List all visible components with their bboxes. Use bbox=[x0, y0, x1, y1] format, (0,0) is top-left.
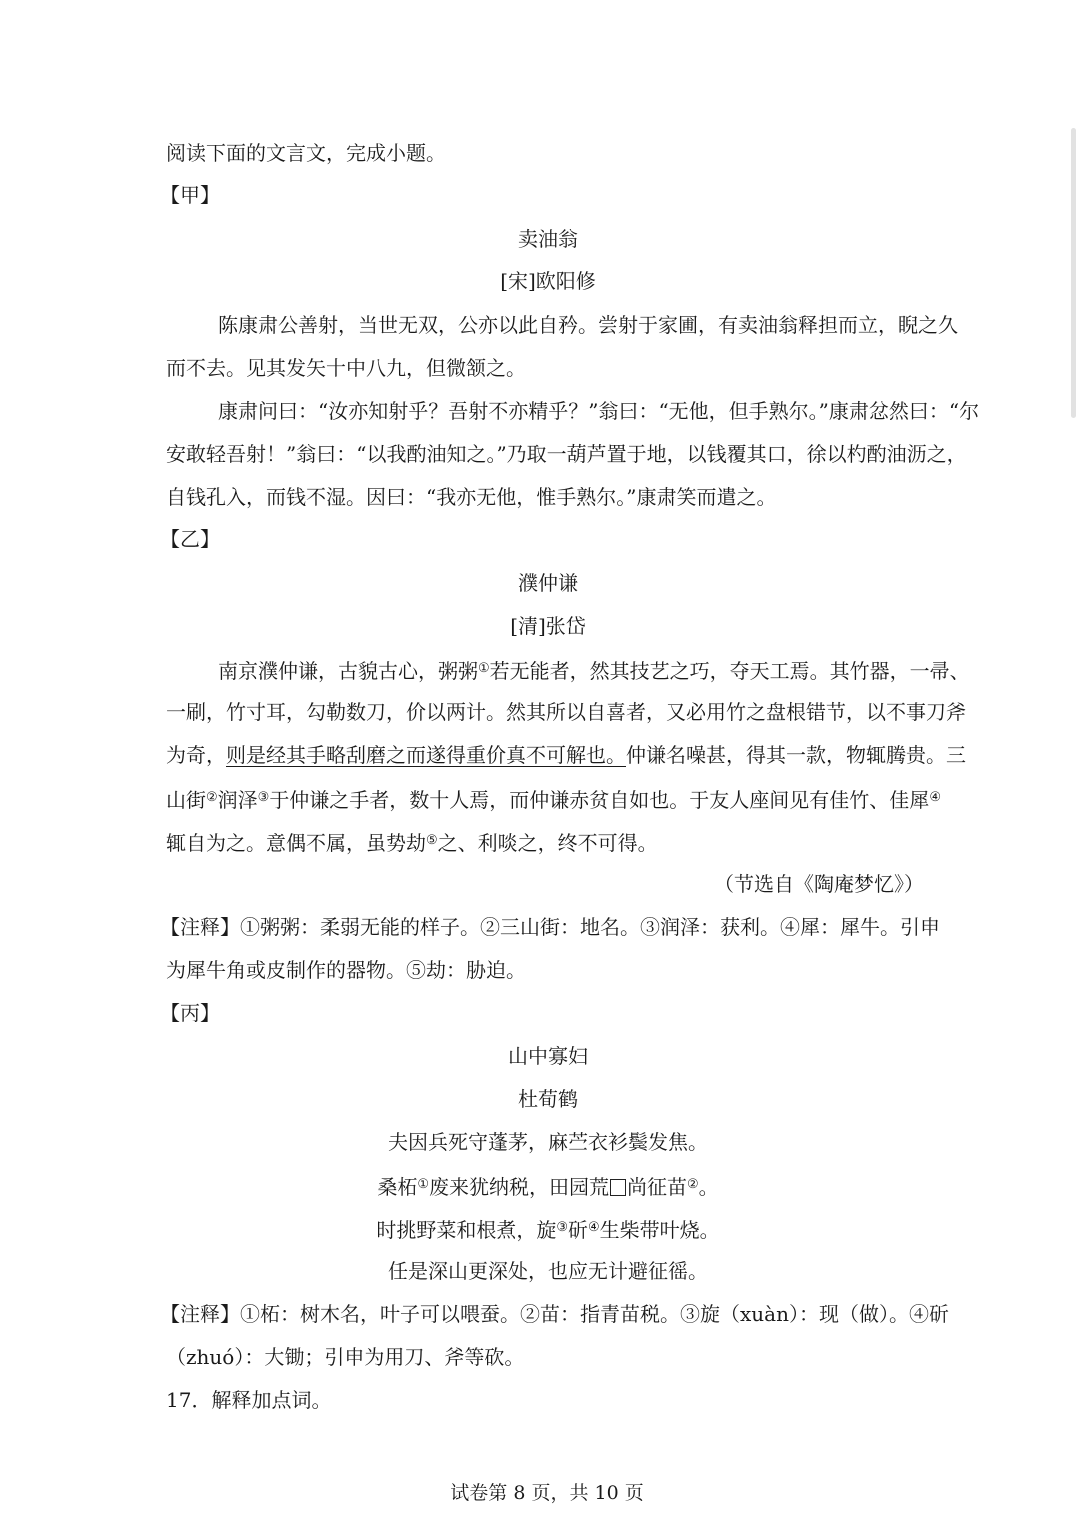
title-yi: 濮仲谦 bbox=[518, 571, 578, 595]
poem-line-2-c: 尚征苗 bbox=[627, 1175, 687, 1199]
title-bing: 山中寡妇 bbox=[508, 1044, 588, 1068]
label-bing: 【丙】 bbox=[160, 1001, 220, 1025]
poem-mark-2: ② bbox=[687, 1177, 699, 1192]
yi-line-2: 一刷，竹寸耳，勾勒数刀，价以两计。然其所以自喜者，又必用竹之盘根错节，以不事刀斧 bbox=[166, 700, 966, 724]
jia-line-1: 陈康肃公善射，当世无双，公亦以此自矜。尝射于家圃，有卖油翁释担而立，睨之久 bbox=[218, 313, 958, 337]
notes-yi-1: 【注释】①粥粥：柔弱无能的样子。②三山街：地名。③润泽：获利。④犀：犀牛。引申 bbox=[160, 915, 940, 939]
page-footer: 试卷第 8 页，共 10 页 bbox=[450, 1482, 644, 1504]
yi-line-5 bbox=[166, 826, 930, 858]
note-mark-5: ⑤ bbox=[426, 833, 438, 848]
note-mark-3: ③ bbox=[257, 790, 270, 805]
poem-mark-1: ① bbox=[417, 1177, 429, 1192]
poem-line-3-c: 生柴带叶烧。 bbox=[599, 1218, 720, 1242]
yi-line-3-a: 为奇， bbox=[166, 743, 226, 767]
intro-text: 阅读下面的文言文，完成小题。 bbox=[166, 141, 446, 165]
yi-line-5-b: 之、利啖之，终不可得。 bbox=[437, 831, 658, 855]
jia-line-3: 康肃问曰：“汝亦知射乎？吾射不亦精乎？”翁曰：“无他，但手熟尔。”康肃忿然曰：“尔 bbox=[218, 399, 980, 423]
poem-line-4: 任是深山更深处，也应无计避征徭。 bbox=[388, 1259, 708, 1283]
source-yi: （节选自《陶庵梦忆》） bbox=[714, 872, 924, 896]
note-mark-1: ① bbox=[478, 661, 490, 676]
label-yi: 【乙】 bbox=[160, 527, 220, 551]
poem-line-1: 夫因兵死守蓬茅，麻苎衣衫鬓发焦。 bbox=[388, 1130, 708, 1154]
underlined-sentence: 则是经其手略刮磨之而遂得重价真不可解也。 bbox=[226, 743, 626, 767]
yi-line-4-b: 润泽 bbox=[217, 788, 258, 812]
poem-line-2-b: 废来犹纳税，田园荒 bbox=[429, 1175, 609, 1199]
poem-line-2-a: 桑柘 bbox=[377, 1175, 418, 1199]
blank-box bbox=[610, 1179, 626, 1196]
yi-line-1-b: 若无能者，然其技艺之巧，夺天工焉。其竹器，一帚、 bbox=[489, 659, 970, 683]
poem-line-2 bbox=[0, 1170, 1080, 1202]
note-mark-2: ② bbox=[206, 790, 218, 805]
yi-line-4-c: 于仲谦之手者，数十人焉，而仲谦赤贫自如也。于友人座间见有佳竹、佳犀 bbox=[269, 788, 930, 812]
yi-line-4-a: 山街 bbox=[166, 788, 206, 812]
poem-line-3-b: 斫 bbox=[568, 1218, 588, 1242]
poem-mark-4: ④ bbox=[588, 1220, 600, 1235]
poem-line-3-a: 时挑野菜和根煮，旋 bbox=[376, 1218, 557, 1242]
poem-line-2-d: 。 bbox=[698, 1175, 719, 1199]
yi-line-4 bbox=[166, 783, 941, 815]
yi-line-3 bbox=[166, 740, 966, 770]
label-jia: 【甲】 bbox=[160, 183, 220, 207]
notes-bing-1: 【注释】①柘：树木名，叶子可以喂蚕。②苗：指青苗税。③旋（xuàn）：现（做）。④斫 bbox=[160, 1302, 949, 1326]
notes-bing-2: （zhuó）：大锄；引申为用刀、斧等砍。 bbox=[166, 1345, 525, 1369]
author-yi: [清]张岱 bbox=[510, 614, 586, 638]
poem-mark-3: ③ bbox=[556, 1220, 568, 1235]
yi-line-1-a: 南京濮仲谦，古貌古心，粥粥 bbox=[218, 659, 478, 683]
yi-line-5-a: 辄自为之。意偶不属，虽势劫 bbox=[166, 831, 426, 855]
notes-yi-2: 为犀牛角或皮制作的器物。⑤劫：胁迫。 bbox=[166, 958, 526, 982]
yi-line-3-b: 仲谦名噪甚，得其一款，物辄腾贵。三 bbox=[626, 743, 966, 767]
note-mark-4: ④ bbox=[929, 790, 941, 805]
jia-line-5: 自钱孔入，而钱不湿。因曰：“我亦无他，惟手熟尔。”康肃笑而遣之。 bbox=[166, 485, 777, 509]
question-17: 17．解释加点词。 bbox=[166, 1388, 332, 1412]
jia-line-2: 而不去。见其发矢十中八九，但微颔之。 bbox=[166, 356, 526, 380]
poem-line-3 bbox=[0, 1213, 1080, 1245]
yi-line-1 bbox=[218, 654, 970, 686]
title-jia: 卖油翁 bbox=[518, 227, 578, 251]
scrollbar-thumb[interactable] bbox=[1071, 128, 1076, 418]
jia-line-4: 安敢轻吾射！”翁曰：“以我酌油知之。”乃取一葫芦置于地，以钱覆其口，徐以杓酌油沥之， bbox=[166, 442, 967, 466]
author-jia: [宋]欧阳修 bbox=[500, 269, 596, 293]
author-bing: 杜荀鹤 bbox=[518, 1087, 578, 1111]
